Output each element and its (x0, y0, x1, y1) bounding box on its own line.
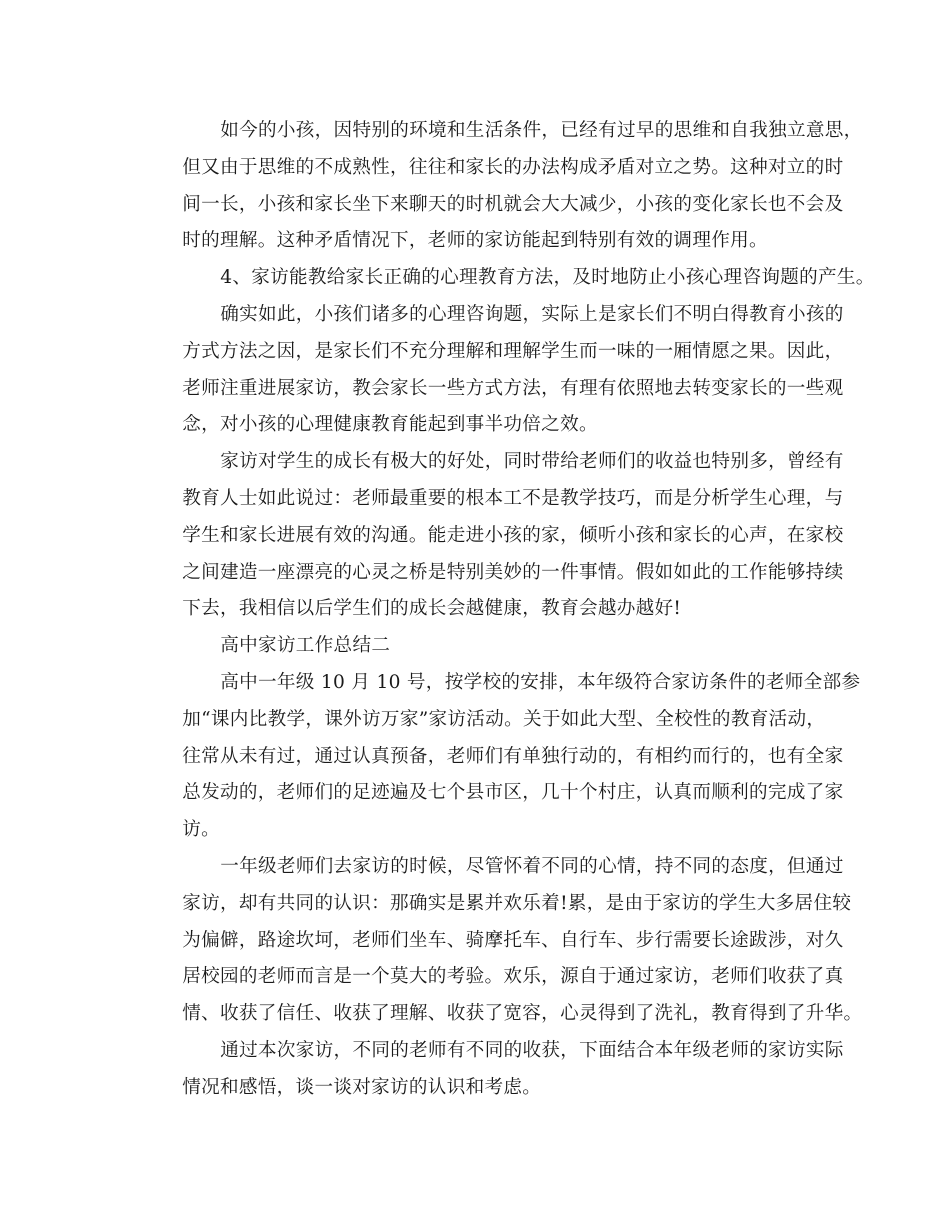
text-line: 情、收获了信任、收获了理解、收获了宽容，心灵得到了洗礼，教育得到了升华。 (182, 1003, 863, 1025)
text-line: 老师注重进展家访，教会家长一些方式方法，有理有依照地去转变家长的一些观 (182, 377, 844, 399)
section-heading (145, 628, 820, 665)
text-line: 确实如此，小孩们诸多的心理咨询题，实际上是家长们不明白得教育小孩的 (220, 303, 844, 325)
text-line: 情况和感悟，谈一谈对家访的认识和考虑。 (182, 1076, 542, 1098)
text-line: 时的理解。这种矛盾情况下，老师的家访能起到特别有效的调理作用。 (182, 230, 768, 252)
text-line: 通过本次家访，不同的老师有不同的收获，下面结合本年级老师的家访实际 (220, 1039, 844, 1061)
text-line: 4、家访能教给家长正确的心理教育方法，及时地防止小孩心理咨询题的产生。 (220, 267, 875, 289)
text-line: 念，对小孩的心理健康教育能起到事半功倍之效。 (182, 414, 598, 436)
paragraph-2 (145, 260, 875, 297)
text-line: 家访对学生的成长有极大的好处，同时带给老师们的收益也特别多，曾经有 (220, 451, 844, 473)
text-line: 一年级老师们去家访的时候，尽管怀着不同的心情，持不同的态度，但通过 (220, 855, 844, 877)
text-line: 但又由于思维的不成熟性，往往和家长的办法构成矛盾对立之势。这种对立的时 (182, 156, 844, 178)
paragraph-7 (145, 1033, 844, 1107)
text-line: 加“课内比教学，课外访万家”家访活动。关于如此大型、全校性的教育活动， (182, 708, 826, 730)
text-line: 居校园的老师而言是一个莫大的考验。欢乐，源自于通过家访，老师们收获了真 (182, 966, 844, 988)
text-line: 间一长，小孩和家长坐下来聊天的时机就会大大减少，小孩的变化家长也不会及 (182, 193, 844, 215)
paragraph-1 (145, 113, 863, 260)
text-line: 往常从未有过，通过认真预备，老师们有单独行动的，有相约而行的，也有全家 (182, 745, 844, 767)
text-line: 家访，却有共同的认识：那确实是累并欢乐着!累，是由于家访的学生大多居住较 (182, 892, 852, 914)
paragraph-5 (145, 665, 861, 849)
text-line: 为偏僻，路途坎坷，老师们坐车、骑摩托车、自行车、步行需要长途跋涉，对久 (182, 929, 844, 951)
text-line: 下去，我相信以后学生们的成长会越健康，教育会越办越好! (182, 598, 682, 620)
text-line: 教育人士如此说过：老师最重要的根本工不是教学技巧，而是分析学生心理，与 (182, 487, 844, 509)
text-line: 总发动的，老师们的足迹遍及七个县市区，几十个村庄，认真而顺利的完成了家 (182, 782, 844, 804)
text-line: 学生和家长进展有效的沟通。能走进小孩的家，倾听小孩和家长的心声，在家校 (182, 524, 844, 546)
text-line: 如今的小孩，因特别的环境和生活条件，已经有过早的思维和自我独立意思， (220, 120, 863, 141)
paragraph-3 (145, 297, 844, 444)
text-line: 访。 (182, 819, 220, 841)
paragraph-6 (145, 849, 863, 1033)
text-line: 之间建造一座漂亮的心灵之桥是特别美妙的一件事情。假如如此的工作能够持续 (182, 561, 844, 583)
text-line: 高中一年级 10 月 10 号，按学校的安排，本年级符合家访条件的老师全部参 (220, 671, 861, 693)
document-body (145, 113, 875, 1107)
text-line: 方式方法之因，是家长们不充分理解和理解学生而一味的一厢情愿之果。因此， (182, 340, 844, 362)
section-title: 高中家访工作总结二 (220, 635, 391, 657)
paragraph-4 (145, 444, 844, 628)
